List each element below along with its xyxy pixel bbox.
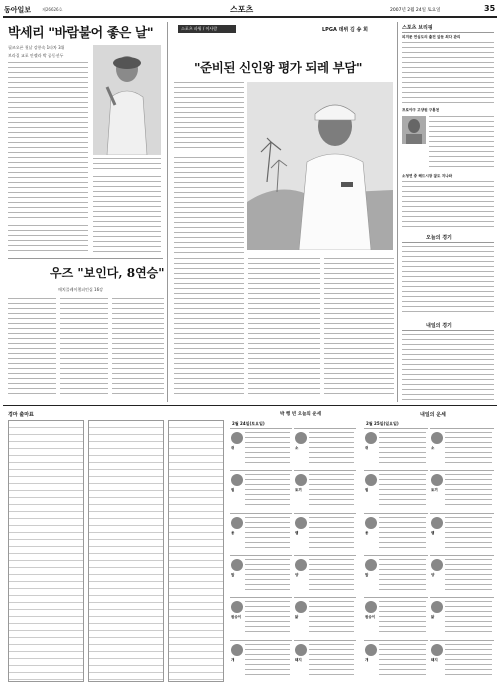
zodiac-label: 용 [231,530,235,535]
briefing-body-2 [429,116,494,170]
zodiac-animal-icon [431,517,443,529]
zodiac-label: 닭 [431,615,435,620]
zodiac-label: 원숭이 [231,615,242,620]
zodiac-animal-icon [231,644,243,656]
zodiac-animal-icon [295,517,307,529]
article-body-tiger-b [60,298,108,398]
fortune-cell [364,640,428,680]
briefing-title: 스포츠 브리핑 [402,25,433,31]
zodiac-label: 개 [365,657,369,662]
zodiac-animal-icon [295,432,307,444]
photo-kim-song-hee [247,82,393,250]
zodiac-label: 양 [295,573,299,577]
interview-subject: LPGA 데뷔 김 송 희 [322,27,368,33]
zodiac-text [379,559,426,593]
tomorrow-fortune-title: 내일의 운세 [420,412,446,418]
zodiac-animal-icon [365,559,377,571]
fortune-cell [230,470,292,510]
fortune-cell [430,555,494,595]
zodiac-animal-icon [431,601,443,613]
photo-briefing [402,116,426,144]
zodiac-label: 말 [365,573,369,577]
zodiac-label: 토끼 [431,488,438,493]
paper-name: 동아일보 [4,6,32,14]
briefing-item-2: 프로야구 고양원 구통천 [402,108,440,112]
zodiac-text [245,601,290,635]
zodiac-label: 쥐 [365,446,369,450]
fortune-cell [430,513,494,553]
zodiac-animal-icon [365,432,377,444]
fortune-grid-today [230,428,358,682]
fortune-cell [230,555,292,595]
zodiac-animal-icon [365,601,377,613]
fortune-cell [364,470,428,510]
zodiac-label: 범 [365,488,369,493]
headline-interview: "준비된 신인왕 평가 되레 부담" [194,60,363,75]
interview-tag: 스포츠 파워 / 이사람 [178,25,236,33]
zodiac-text [379,601,426,635]
article-body-park-b [93,176,161,252]
zodiac-text [445,432,492,466]
photo-park-seri [93,45,161,155]
zodiac-text [245,644,290,678]
interview-body-e [324,258,394,398]
racing-table-a [8,420,84,682]
zodiac-animal-icon [295,644,307,656]
photo-caption-park [93,158,161,170]
zodiac-animal-icon [365,644,377,656]
interview-body-c [174,258,244,398]
zodiac-label: 돼지 [431,657,438,662]
zodiac-text [445,517,492,551]
fortune-cell [294,640,356,680]
interview-body-b [174,157,244,253]
zodiac-label: 말 [231,573,235,577]
zodiac-label: 돼지 [295,657,302,662]
racing-title: 경마 출마표 [8,412,34,418]
zodiac-animal-icon [295,474,307,486]
zodiac-label: 뱀 [431,530,435,535]
fortune-grid-tomorrow [364,428,496,682]
section-name: 스포츠 [230,5,254,14]
article-body-tiger-c [112,298,164,398]
interview-body-a [174,82,244,152]
zodiac-animal-icon [431,559,443,571]
zodiac-animal-icon [231,474,243,486]
schedule-tomorrow-title: 내일의 경기 [426,323,452,329]
zodiac-animal-icon [365,517,377,529]
zodiac-label: 원숭이 [365,615,376,620]
zodiac-text [309,517,354,551]
zodiac-text [445,474,492,508]
racing-table-c [168,420,224,682]
zodiac-animal-icon [431,644,443,656]
fortune-cell [294,555,356,595]
zodiac-text [445,559,492,593]
page-number: 35 [484,4,496,13]
zodiac-text [309,601,354,635]
zodiac-animal-icon [231,517,243,529]
zodiac-label: 토끼 [295,488,302,493]
tomorrow-fortune-date: 2월 25일(일요일) [366,421,399,426]
schedule-tomorrow-list [402,334,494,400]
zodiac-text [245,559,290,593]
zodiac-text [379,474,426,508]
briefing-item-3: 소청연 중 해드시장 잘도 지나와 [402,174,453,178]
zodiac-animal-icon [295,601,307,613]
fortune-cell [430,470,494,510]
zodiac-animal-icon [431,474,443,486]
zodiac-label: 닭 [295,615,299,620]
zodiac-label: 범 [231,488,235,493]
briefing-item-1: 피겨문 연심도의 출전 앞둔 최다 관리 [402,35,461,39]
zodiac-text [379,644,426,678]
zodiac-animal-icon [231,601,243,613]
fortune-cell [364,597,428,637]
fortune-cell [430,597,494,637]
fortune-cell [364,555,428,595]
sub-headline-1b: 브라질 교포 안젤라 박 공동선두 [8,53,64,58]
schedule-today-list [402,246,494,316]
zodiac-text [379,517,426,551]
fortune-date: 2월 24일(토요일) [232,421,265,426]
racing-table-b [88,420,164,682]
fortune-cell [294,597,356,637]
zodiac-label: 개 [231,657,235,662]
zodiac-text [379,432,426,466]
zodiac-label: 쥐 [231,446,235,450]
schedule-today-title: 오늘의 경기 [426,235,452,241]
briefing-body-3 [402,181,494,229]
zodiac-text [245,474,290,508]
fortune-cell [430,640,494,680]
interview-body-d [248,258,320,398]
zodiac-text [445,601,492,635]
fortune-cell [230,513,292,553]
briefing-body-1 [402,42,494,104]
zodiac-text [445,644,492,678]
fortune-cell [294,428,356,468]
zodiac-text [309,644,354,678]
zodiac-animal-icon [231,432,243,444]
zodiac-label: 뱀 [295,530,299,535]
sub-headline-tiger: 매치플레이챔피언십 16강 [58,287,104,292]
fortune-cell [430,428,494,468]
zodiac-animal-icon [431,432,443,444]
fortune-title: 박 행 빈 오늘의 운세 [280,412,322,417]
fortune-cell [230,428,292,468]
zodiac-text [245,432,290,466]
article-body-park-c [8,225,88,252]
zodiac-label: 양 [431,573,435,577]
zodiac-animal-icon [365,474,377,486]
zodiac-label: 소 [431,446,435,450]
zodiac-text [309,559,354,593]
fortune-cell [294,470,356,510]
fortune-cell [294,513,356,553]
zodiac-animal-icon [231,559,243,571]
sub-headline-1a: 필즈오픈 첫날 강풍속 1타차 3위 [8,45,65,50]
article-body-tiger-a [8,298,56,398]
issue-date: 2007년 2월 24일 토요일 [390,8,441,13]
headline-tiger: 우즈 "보인다, 8연승" [50,266,165,280]
zodiac-text [309,474,354,508]
fortune-cell [230,640,292,680]
fortune-cell [364,513,428,553]
zodiac-animal-icon [295,559,307,571]
fortune-cell [364,428,428,468]
zodiac-label: 용 [365,530,369,535]
zodiac-text [245,517,290,551]
fortune-cell [230,597,292,637]
headline-park: 박세리 "바람불어 좋은 날" [8,26,154,41]
zodiac-text [309,432,354,466]
zodiac-label: 소 [295,446,299,450]
issue-number: 제26626호 [42,7,63,12]
article-body-park-a [8,62,88,222]
